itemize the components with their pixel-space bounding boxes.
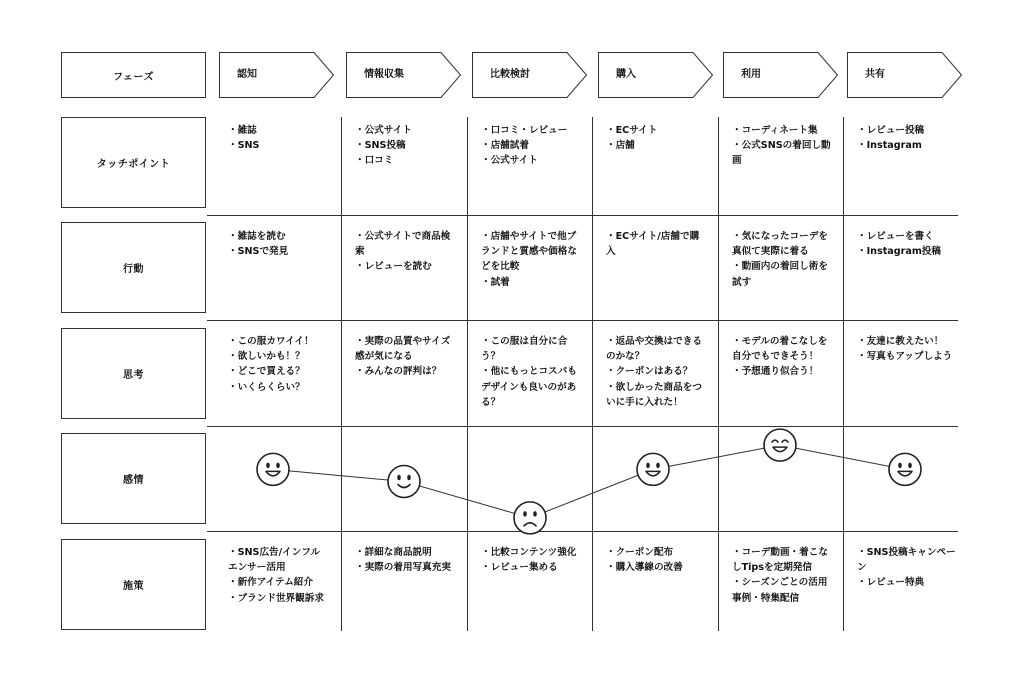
measure-cell: ・比較コンテンツ強化 ・レビュー集める [481, 547, 577, 574]
touchpoint-cell: ・レビュー投稿 ・Instagram [857, 125, 925, 152]
thought-cell: ・モデルの着こなしを自分でもできそう！ ・予想通り似合う！ [732, 336, 828, 378]
row-label-measure: 施策 [61, 539, 206, 630]
emotion-line [273, 445, 905, 518]
row-label-phase: フェーズ [61, 52, 206, 98]
touchpoint-cell: ・公式サイト ・SNS投稿 ・口コミ [355, 125, 412, 167]
thought-cell: ・友達に教えたい！ ・写真もアップしよう [857, 336, 953, 363]
touchpoint-cell: ・コーディネート集 ・公式SNSの着回し動画 [732, 125, 831, 167]
emotion-face-smile-icon [388, 466, 420, 498]
phase-label: 情報収集 [364, 69, 404, 80]
phase-label: 利用 [741, 69, 761, 80]
emotion-face-grin-icon [889, 453, 921, 485]
thought-cell: ・実際の品質やサイズ感が気になる ・みんなの評判は？ [355, 336, 451, 378]
row-label-touchpoint: タッチポイント [61, 117, 206, 208]
row-label-emotion: 感情 [61, 433, 206, 524]
row-label-thought: 思考 [61, 328, 206, 419]
phase-label: 認知 [237, 69, 257, 80]
thought-cell: ・この服は自分に合う？ ・他にもっとコスパもデザインも良いのがある？ [481, 336, 577, 408]
action-cell: ・レビューを書く ・Instagram投稿 [857, 231, 942, 258]
action-cell: ・気になったコーデを真似て実際に着る ・動画内の着回し術を試す [732, 231, 828, 288]
emotion-face-grin-icon [637, 453, 669, 485]
emotion-face-grin-icon [257, 453, 289, 485]
touchpoint-cell: ・口コミ・レビュー ・店舗試着 ・公式サイト [481, 125, 568, 167]
touchpoint-cell: ・雑誌 ・SNS [228, 125, 260, 152]
measure-cell: ・クーポン配布 ・購入導線の改善 [606, 547, 683, 574]
row-label-action: 行動 [61, 222, 206, 313]
action-cell: ・ECサイト/店舗で購入 [606, 231, 700, 258]
thought-cell: ・この服カワイイ！ ・欲しいかも！？ ・どこで買える？ ・いくらくらい？ [228, 336, 314, 393]
action-cell: ・公式サイトで商品検索 ・レビューを読む [355, 231, 451, 273]
measure-cell: ・SNS投稿キャンペーン ・レビュー特典 [857, 547, 956, 589]
action-cell: ・雑誌を読む ・SNSで発見 [228, 231, 289, 258]
phase-label: 共有 [865, 69, 885, 80]
action-cell: ・店舗やサイトで他ブランドと質感や価格などを比較 ・試着 [481, 231, 577, 288]
measure-cell: ・コーデ動画・着こなしTipsを定期発信 ・シーズンごとの活用事例・特集配信 [732, 547, 828, 604]
measure-cell: ・SNS広告/インフルエンサー活用 ・新作アイテム紹介 ・ブランド世界観訴求 [228, 547, 324, 604]
measure-cell: ・詳細な商品説明 ・実際の着用写真充実 [355, 547, 451, 574]
emotion-face-joy-icon [764, 429, 796, 461]
thought-cell: ・返品や交換はできるのかな？ ・クーポンはある？ ・欲しかった商品をついに手に入れた！ [606, 336, 702, 408]
emotion-face-frown-icon [514, 502, 546, 534]
phase-label: 購入 [616, 69, 636, 80]
touchpoint-cell: ・ECサイト ・店舗 [606, 125, 658, 152]
phase-label: 比較検討 [490, 69, 530, 80]
